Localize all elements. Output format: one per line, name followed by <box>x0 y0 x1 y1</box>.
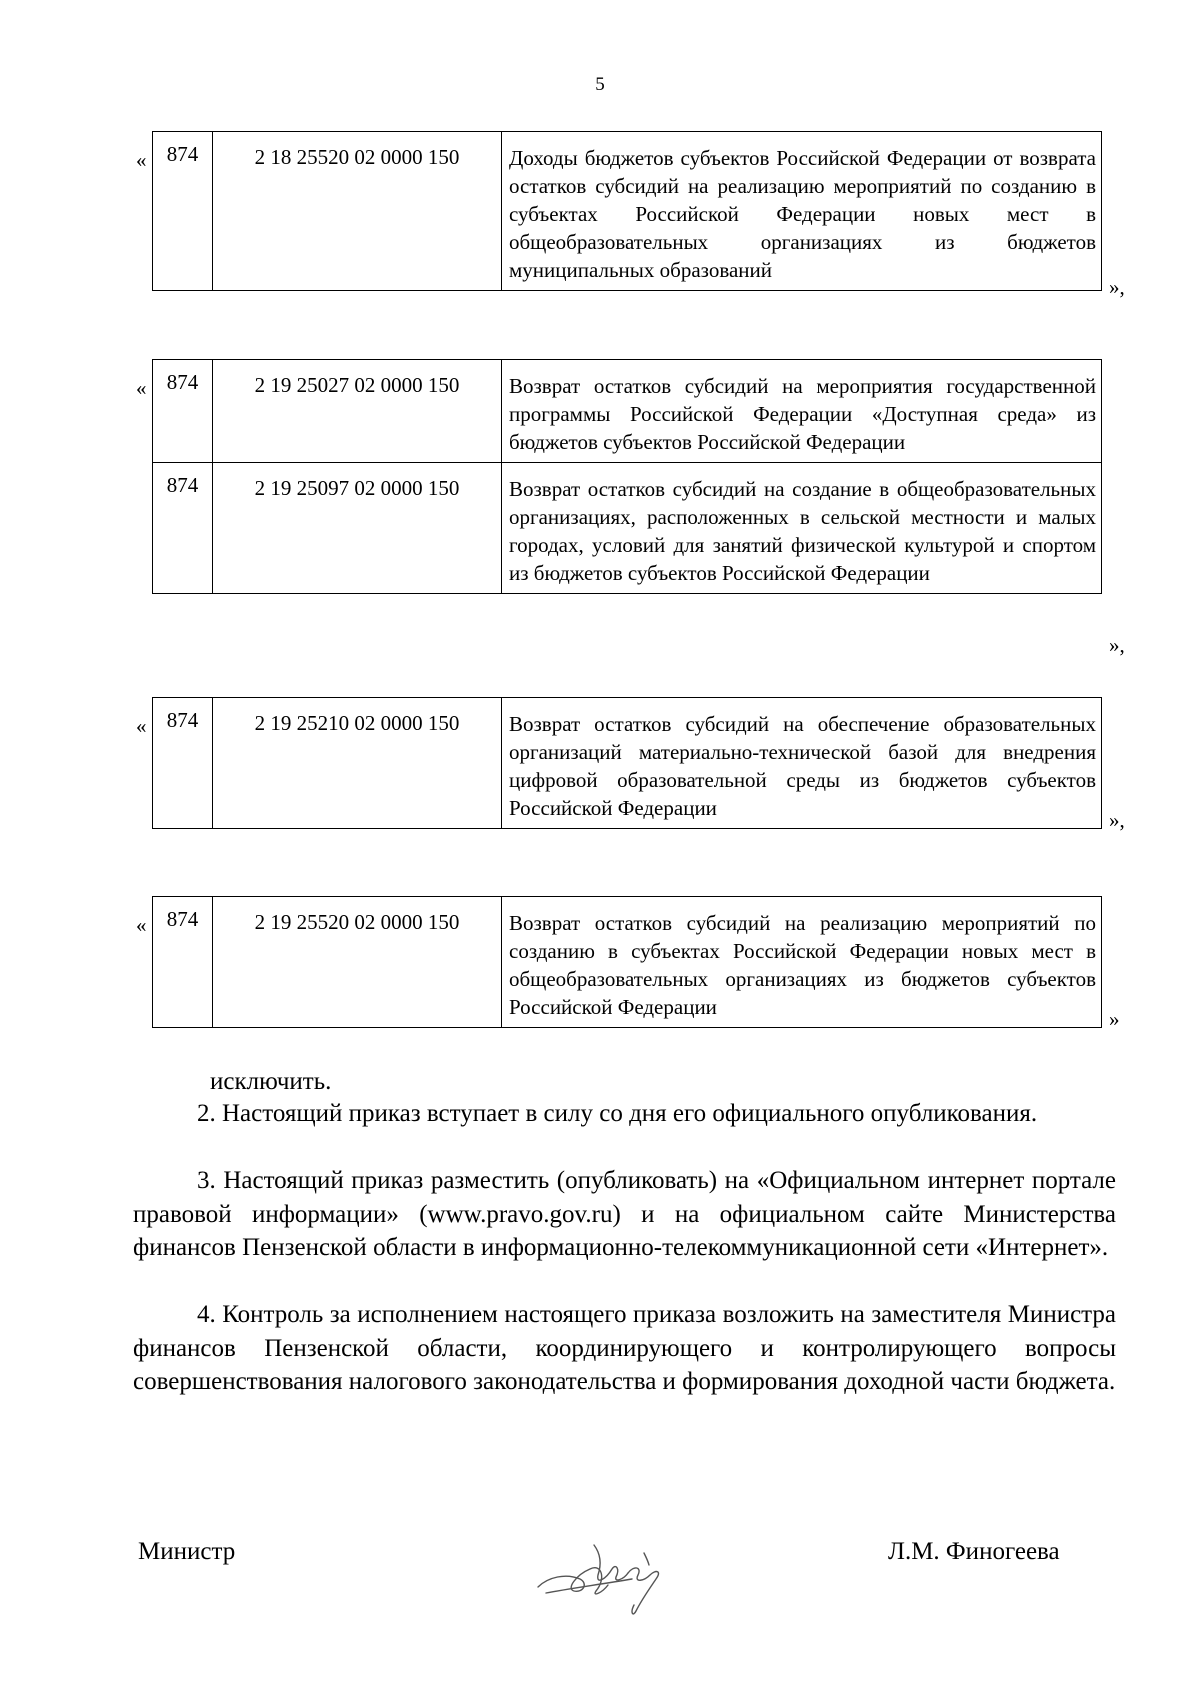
signatory-name: Л.М. Финогеева <box>888 1538 1060 1565</box>
table-row <box>153 698 1102 829</box>
revenue-code-cell: 2 19 25027 02 0000 150 <box>213 360 502 463</box>
opening-quote: « <box>136 148 147 172</box>
opening-quote: « <box>136 714 147 738</box>
revenue-name-cell: Возврат остатков субсидий на реализацию мероприятий по созданию в субъектах Российской Федерации новых мест в общеобразовательных организациях из бюджетов субъектов Российской Федерации <box>502 897 1102 1028</box>
table-row <box>153 897 1102 1028</box>
page-number: 5 <box>595 74 605 95</box>
revenue-code-cell: 2 19 25097 02 0000 150 <box>213 463 502 594</box>
code-table <box>152 896 1102 1028</box>
code-table <box>152 697 1102 829</box>
exclude-text: исключить. <box>210 1068 332 1095</box>
table-row <box>153 132 1102 291</box>
admin-code-cell: 874 <box>153 897 213 1028</box>
closing-quote: », <box>1109 275 1125 299</box>
paragraph-2: 2. Настоящий приказ вступает в силу со дня его официального опубликования. <box>197 1100 1038 1127</box>
code-table-block-3 <box>136 697 1125 832</box>
code-table <box>152 131 1102 291</box>
admin-code-cell: 874 <box>153 698 213 829</box>
signatory-position: Министр <box>138 1538 236 1565</box>
code-table-block-4 <box>136 896 1120 1031</box>
code-table <box>152 359 1102 594</box>
revenue-code-cell: 2 19 25520 02 0000 150 <box>213 897 502 1028</box>
code-table-block-1 <box>136 131 1125 299</box>
revenue-name-cell: Возврат остатков субсидий на мероприятия государственной программы Российской Федерации «Доступная среда» из бюджетов субъектов Российской Федерации <box>502 360 1102 463</box>
opening-quote: « <box>136 376 147 400</box>
closing-quote: », <box>1109 808 1125 832</box>
admin-code-cell: 874 <box>153 132 213 291</box>
revenue-code-cell: 2 19 25210 02 0000 150 <box>213 698 502 829</box>
closing-quote: », <box>1109 633 1125 657</box>
table-row <box>153 463 1102 594</box>
closing-quote: » <box>1109 1007 1120 1031</box>
revenue-name-cell: Возврат остатков субсидий на обеспечение образовательных организаций материально-технической базой для внедрения цифровой образовательной среды из бюджетов субъектов Российской Федерации <box>502 698 1102 829</box>
paragraph-4: 4. Контроль за исполнением настоящего приказа возложить на заместителя Министра финансов Пензенской области, координирующего и контролирующего вопросы совершенствования налогового законодательства и формирования доходной части бюджета. <box>133 1301 1116 1395</box>
admin-code-cell: 874 <box>153 360 213 463</box>
admin-code-cell: 874 <box>153 463 213 594</box>
code-table-block-2 <box>136 359 1125 657</box>
revenue-name-cell: Возврат остатков субсидий на создание в общеобразовательных организациях, расположенных в сельской местности и малых городах, условий для занятий физической культурой и спортом из бюджетов субъектов Российской Федерации <box>502 463 1102 594</box>
revenue-code-cell: 2 18 25520 02 0000 150 <box>213 132 502 291</box>
handwritten-signature <box>536 1539 676 1621</box>
revenue-name-cell: Доходы бюджетов субъектов Российской Федерации от возврата остатков субсидий на реализацию мероприятий по созданию в субъектах Российской Федерации новых мест в общеобразовательных организациях из бюджетов муниципальных образований <box>502 132 1102 291</box>
opening-quote: « <box>136 913 147 937</box>
table-row <box>153 360 1102 463</box>
paragraph-3: 3. Настоящий приказ разместить (опубликовать) на «Официальном интернет портале правовой информации» (www.pravo.gov.ru) и на официальном сайте Министерства финансов Пензенской области в информационно-телекоммуникационной сети «Интернет». <box>133 1167 1116 1261</box>
